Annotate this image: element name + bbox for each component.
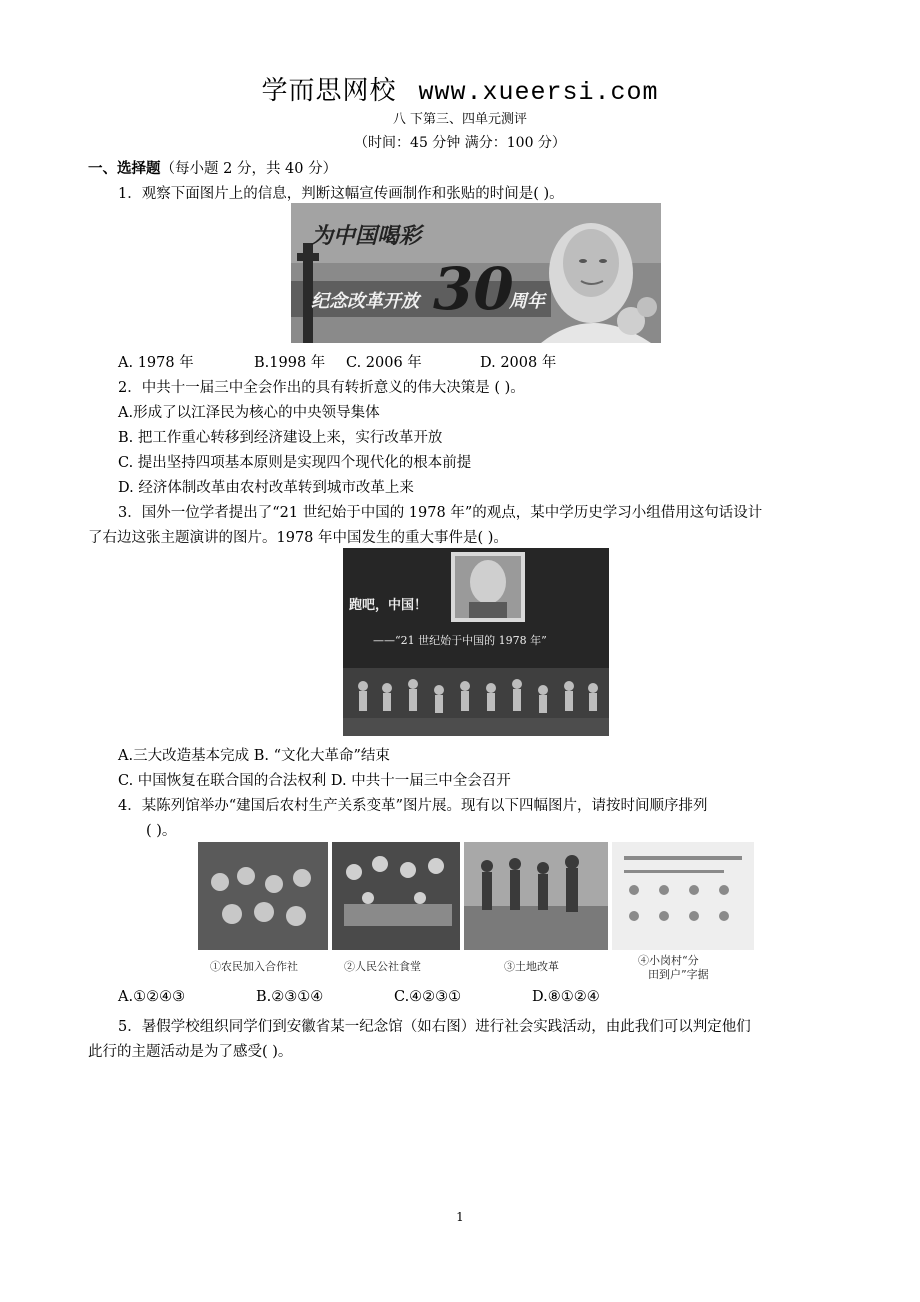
section-heading (88, 157, 337, 178)
q3-speech-image (343, 548, 609, 736)
q1-poster-image (291, 203, 661, 343)
q1-stem: 1．观察下面图片上的信息，判断这幅宣传画制作和张贴的时间是( )。 (118, 186, 564, 202)
q1-option-a: A. 1978 年 (118, 355, 194, 371)
q3-options-line2: C. 中国恢复在联合国的合法权利 D. 中共十一届三中全会召开 (118, 773, 511, 789)
q4-caption-3: ③土地改革 (504, 960, 559, 973)
q1-poster-top-text: 为中国喝彩 (311, 223, 422, 249)
q1-option-c: C. 2006 年 (346, 355, 422, 371)
q3-image-quote: ——“21 世纪始于中国的 1978 年” (373, 634, 547, 647)
q4-stem-line2: ( )。 (146, 823, 177, 839)
q3-options-line1: A.三大改造基本完成 B. “文化大革命”结束 (118, 748, 390, 764)
q3-image-slogan: 跑吧，中国！ (349, 598, 428, 613)
q1-option-d: D. 2008 年 (480, 355, 557, 371)
q2-option-c: C. 提出坚持四项基本原则是实现四个现代化的根本前提 (118, 455, 472, 471)
q4-caption-4b: 田到户”字据 (648, 968, 709, 981)
q4-stem-line1: 4．某陈列馆举办“建国后农村生产关系变革”图片展。现有以下四幅图片，请按时间顺序排列 (118, 798, 708, 814)
q2-option-a: A.形成了以江泽民为核心的中央领导集体 (118, 405, 380, 421)
q4-option-c: C.④②③① (394, 989, 462, 1005)
q4-option-d: D.⑧①②④ (532, 989, 600, 1005)
q3-stem-line1: 3．国外一位学者提出了“21 世纪始于中国的 1978 年”的观点，某中学历史学习小组借用这句话设计 (118, 505, 763, 521)
q4-option-a: A.①②④③ (118, 989, 186, 1005)
q5-stem-line1: 5．暑假学校组织同学们到安徽省某一纪念馆（如右图）进行社会实践活动，由此我们可以判定他们 (118, 1019, 751, 1035)
q2-option-d: D. 经济体制改革由农村改革转到城市改革上来 (118, 480, 414, 496)
section-note: （每小题 2 分，共 40 分） (160, 161, 338, 177)
q1-poster-number: 30 (433, 255, 514, 323)
page-header (0, 70, 920, 107)
q4-caption-2: ②人民公社食堂 (344, 960, 421, 973)
q5-stem-line2: 此行的主题活动是为了感受( )。 (88, 1044, 293, 1060)
q1-poster-bottom-text: 纪念改革开放 (311, 291, 419, 312)
q4-caption-1: ①农民加入合作社 (210, 960, 298, 973)
school-name: 学而思网校 (261, 76, 397, 106)
q4-photo-strip (198, 842, 754, 982)
exam-meta: （时间：45 分钟 满分：100 分） (354, 135, 566, 151)
q1-poster-suffix: 周年 (509, 291, 545, 312)
q1-option-b: B.1998 年 (254, 355, 326, 371)
exam-title: 八 下第三、四单元测评 (392, 112, 528, 127)
q2-stem: 2．中共十一届三中全会作出的具有转折意义的伟大决策是 ( )。 (118, 380, 525, 396)
page-number: 1 (456, 1210, 464, 1224)
q2-option-b: B. 把工作重心转移到经济建设上来，实行改革开放 (118, 430, 443, 446)
q4-option-b: B.②③①④ (256, 989, 324, 1005)
q3-stem-line2: 了右边这张主题演讲的图片。1978 年中国发生的重大事件是( )。 (88, 530, 508, 546)
school-url[interactable]: www.xueersi.com (418, 78, 659, 107)
section-title: 一、选择题 (88, 160, 161, 177)
q4-caption-4a: ④小岗村“分 (638, 954, 699, 967)
